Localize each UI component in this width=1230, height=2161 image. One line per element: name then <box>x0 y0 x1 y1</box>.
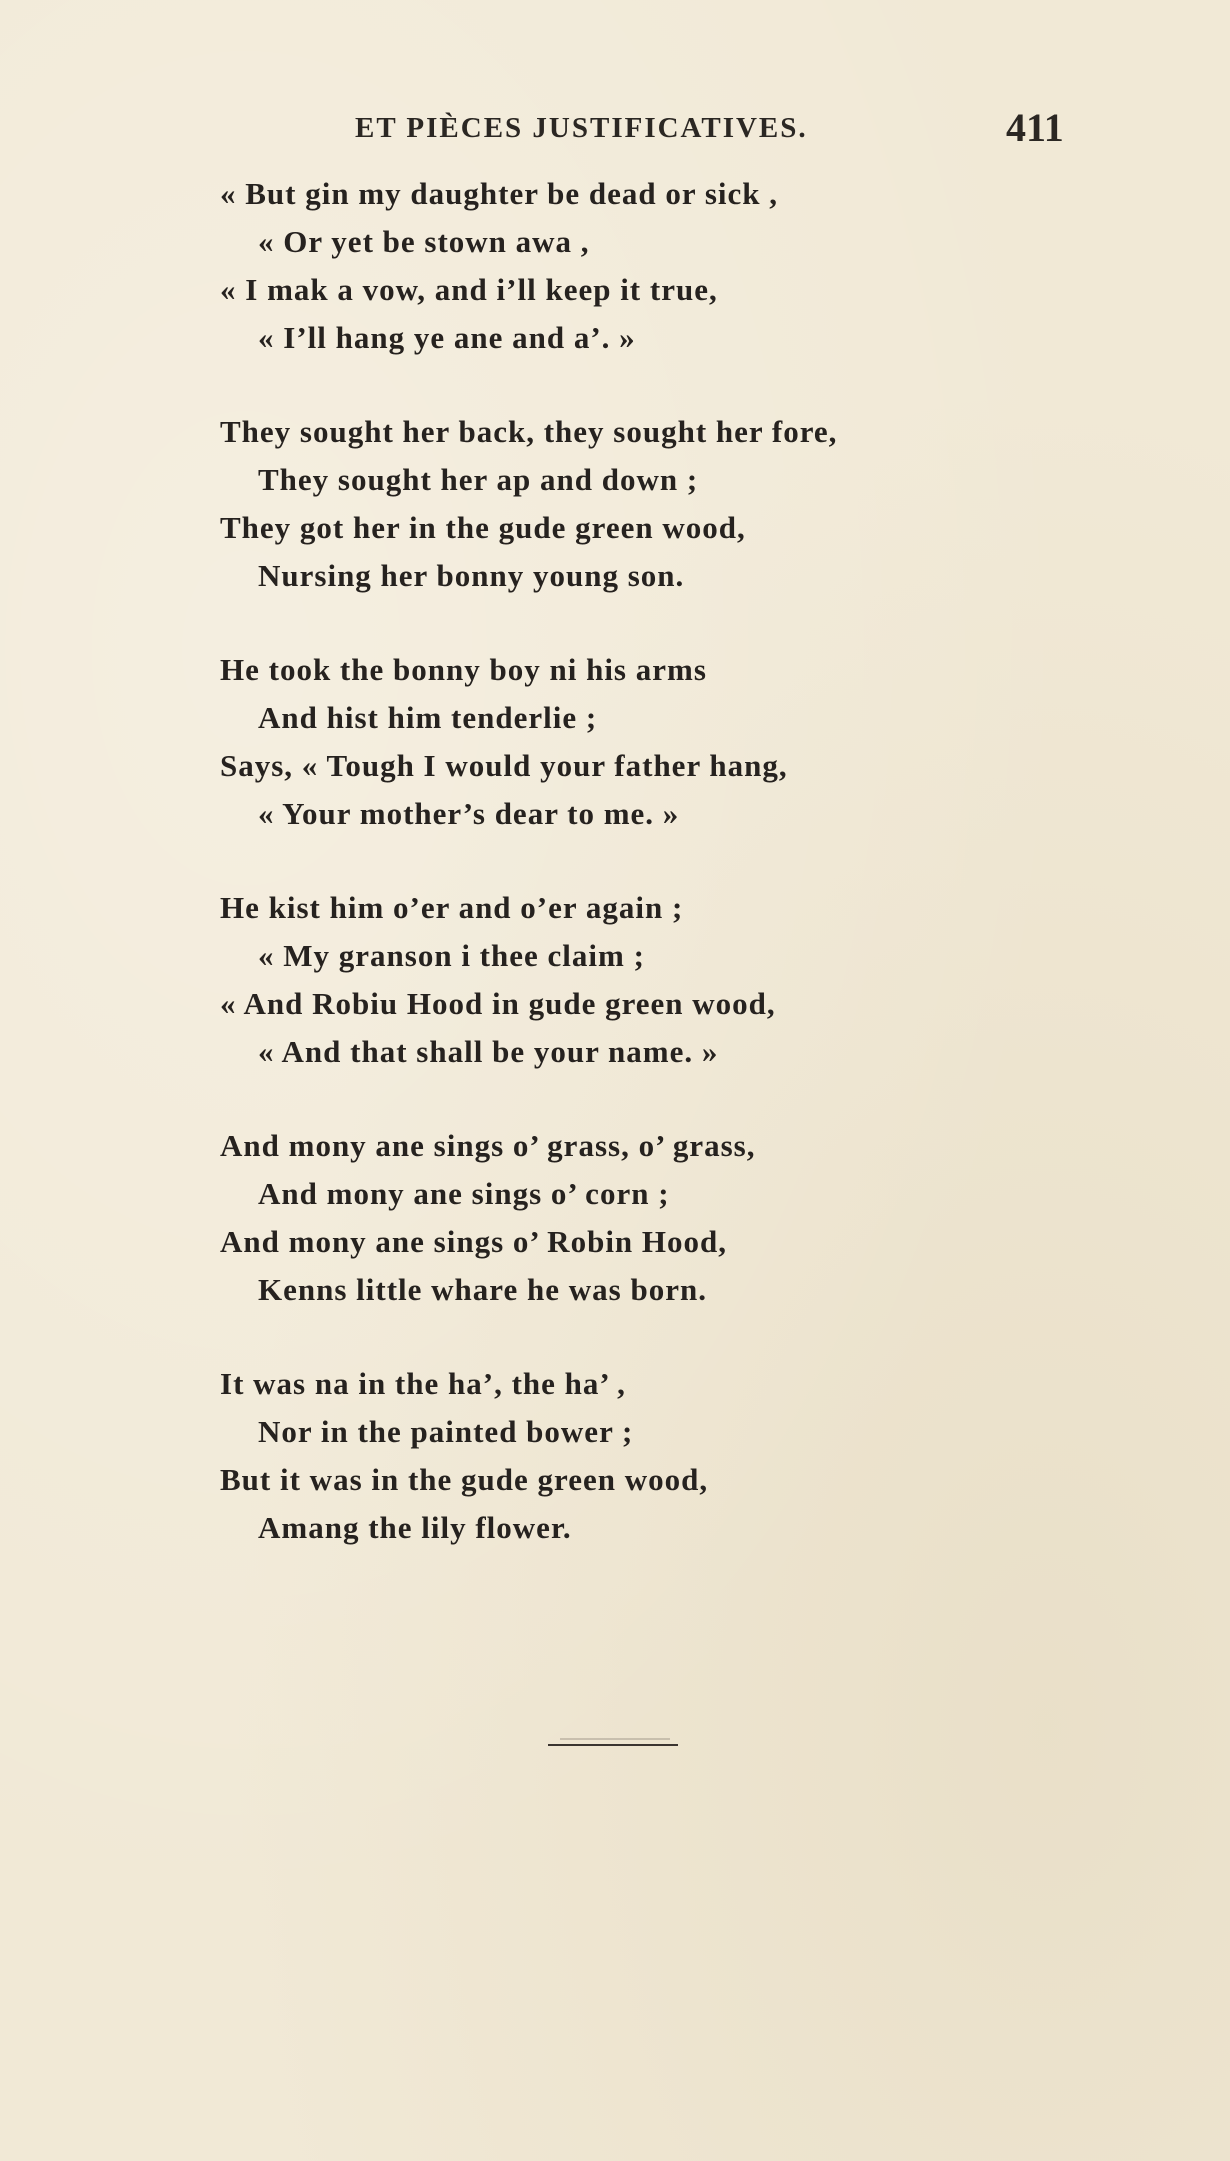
poem-line: And mony ane sings o’ grass, o’ grass, <box>220 1128 756 1163</box>
stanza <box>0 1122 1230 1314</box>
stanza <box>0 884 1230 1076</box>
poem-line: « Your mother’s dear to me. » <box>258 796 680 831</box>
poem-line: They got her in the gude green wood, <box>220 510 746 545</box>
page-header <box>0 105 1230 150</box>
poem-line: Nor in the painted bower ; <box>258 1414 634 1449</box>
poem-line: « Or yet be stown awa , <box>258 224 590 259</box>
poem-line: « My granson i thee claim ; <box>258 938 645 973</box>
poem-line: And hist him tenderlie ; <box>258 700 598 735</box>
poem-line: He took the bonny boy ni his arms <box>220 652 707 687</box>
poem-line: They sought her ap and down ; <box>258 462 699 497</box>
poem-line: « And Robiu Hood in gude green wood, <box>220 986 776 1021</box>
poem-line: Says, « Tough I would your father hang, <box>220 748 788 783</box>
poem-line: Amang the lily flower. <box>258 1510 572 1545</box>
poem-line: « I’ll hang ye ane and a’. » <box>258 320 636 355</box>
page-number: 411 <box>1006 105 1064 150</box>
poem-line: Kenns little whare he was born. <box>258 1272 707 1307</box>
poem-line: He kist him o’er and o’er again ; <box>220 890 684 925</box>
poem-line: « And that shall be your name. » <box>258 1034 719 1069</box>
stanza <box>0 1360 1230 1552</box>
poem-line: « But gin my daughter be dead or sick , <box>220 176 779 211</box>
poem <box>0 170 1230 1598</box>
section-rule <box>548 1744 678 1746</box>
poem-line: And mony ane sings o’ corn ; <box>258 1176 670 1211</box>
running-head: ET PIÈCES JUSTIFICATIVES. <box>355 112 808 144</box>
poem-line: It was na in the ha’, the ha’ , <box>220 1366 626 1401</box>
poem-line: They sought her back, they sought her fore, <box>220 414 838 449</box>
poem-line: And mony ane sings o’ Robin Hood, <box>220 1224 728 1259</box>
stanza <box>0 646 1230 838</box>
stanza <box>0 408 1230 600</box>
poem-line: But it was in the gude green wood, <box>220 1462 709 1497</box>
stanza <box>0 170 1230 362</box>
poem-line: Nursing her bonny young son. <box>258 558 685 593</box>
poem-line: « I mak a vow, and i’ll keep it true, <box>220 272 718 307</box>
section-rule-shadow <box>560 1738 670 1740</box>
